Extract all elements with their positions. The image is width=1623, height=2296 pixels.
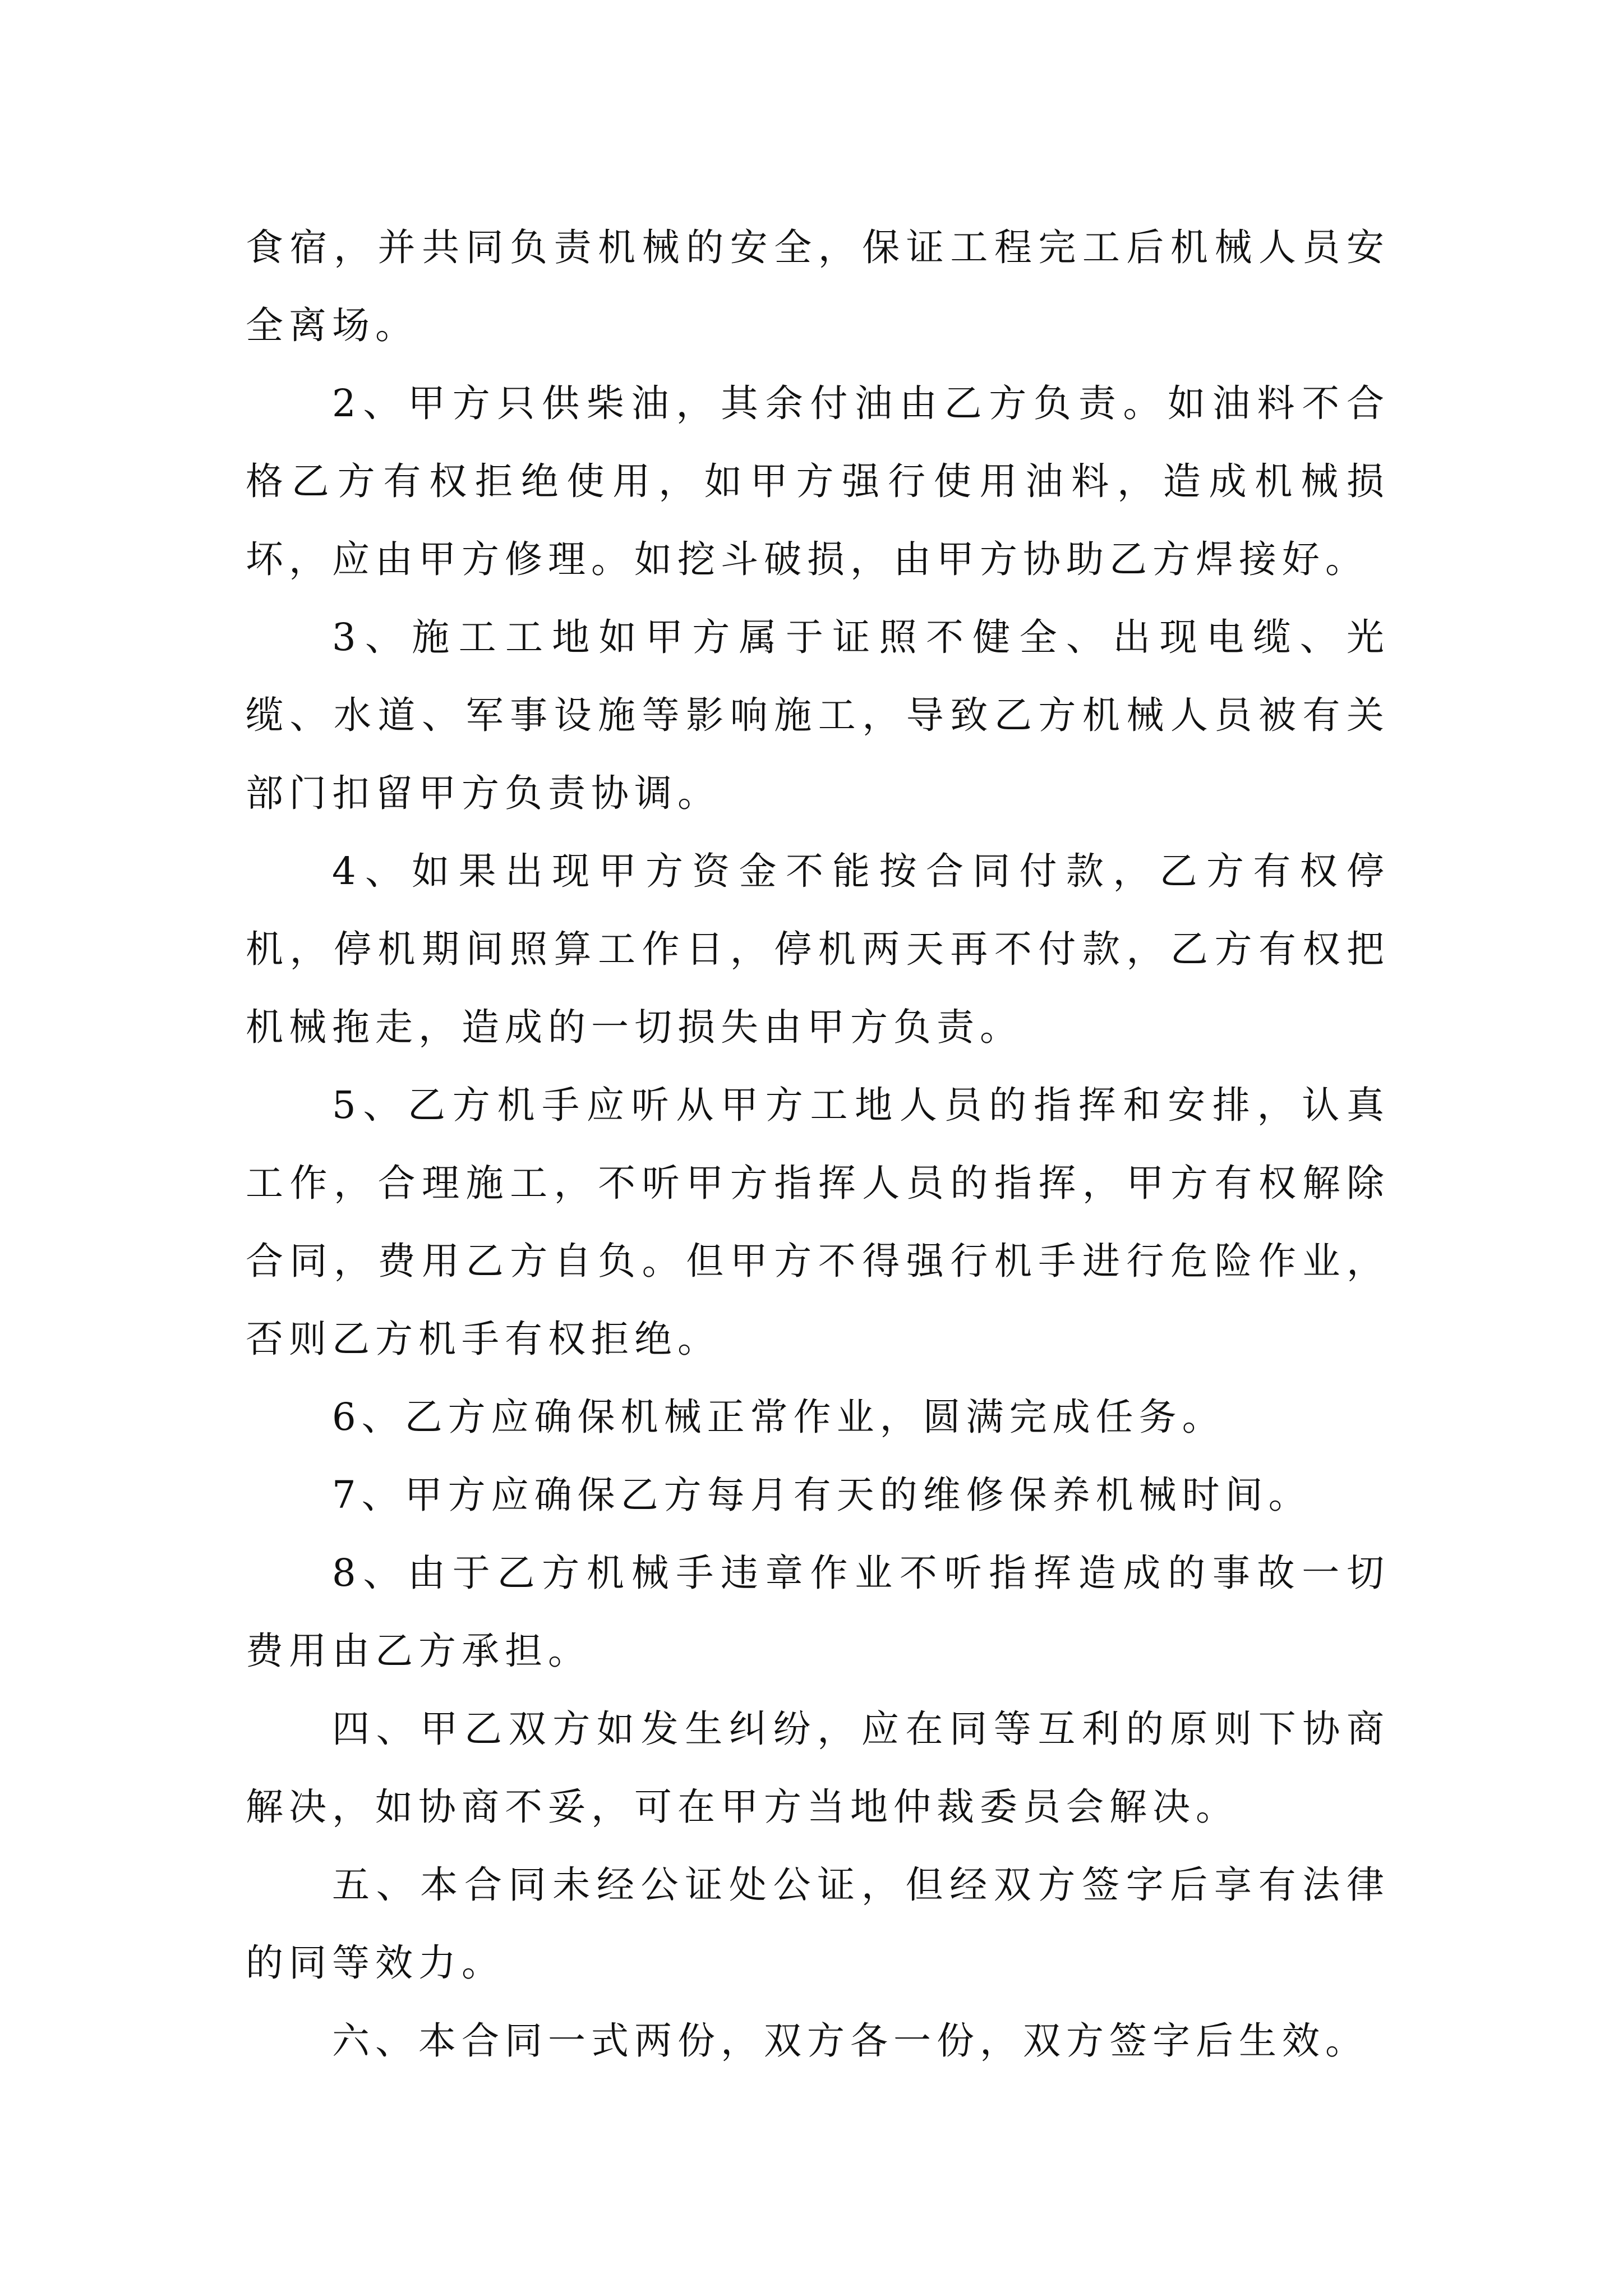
paragraph-section-6: 六、本合同一式两份，双方各一份，双方签字后生效。 xyxy=(332,2019,1368,2063)
paragraph-clause-5: 5、乙方机手应听从甲方工地人员的指挥和安排，认真工作，合理施工，不听甲方指挥人员的指挥，甲方有权解除合同，费用乙方自负。但甲方不得强行机手进行危险作业，否则乙方机手有权拒绝。 xyxy=(246,1083,1390,1361)
paragraph-clause-3: 3、施工工地如甲方属于证照不健全、出现电缆、光缆、水道、军事设施等影响施工，导致乙方机械人员被有关部门扣留甲方负责协调。 xyxy=(246,615,1390,815)
paragraph-continuation: 食宿，并共同负责机械的安全，保证工程完工后机械人员安全离场。 xyxy=(246,226,1390,347)
paragraph-section-5: 五、本合同未经公证处公证，但经双方签字后享有法律的同等效力。 xyxy=(246,1863,1390,1985)
paragraph-clause-2: 2、甲方只供柴油，其余付油由乙方负责。如油料不合格乙方有权拒绝使用，如甲方强行使用油料，造成机械损坏，应由甲方修理。如挖斗破损，由甲方协助乙方焊接好。 xyxy=(246,381,1390,581)
paragraph-clause-7: 7、甲方应确保乙方每月有天的维修保养机械时间。 xyxy=(332,1473,1312,1517)
paragraph-clause-8: 8、由于乙方机械手违章作业不听指挥造成的事故一切费用由乙方承担。 xyxy=(246,1551,1390,1673)
paragraph-clause-4: 4、如果出现甲方资金不能按合同付款，乙方有权停机，停机期间照算工作日，停机两天再不付款，乙方有权把机械拖走，造成的一切损失由甲方负责。 xyxy=(246,849,1390,1049)
document-body xyxy=(246,209,1390,2080)
paragraph-section-4: 四、甲乙双方如发生纠纷，应在同等互利的原则下协商解决，如协商不妥，可在甲方当地仲裁委员会解决。 xyxy=(246,1707,1390,1829)
paragraph-clause-6: 6、乙方应确保机械正常作业，圆满完成任务。 xyxy=(332,1395,1225,1439)
